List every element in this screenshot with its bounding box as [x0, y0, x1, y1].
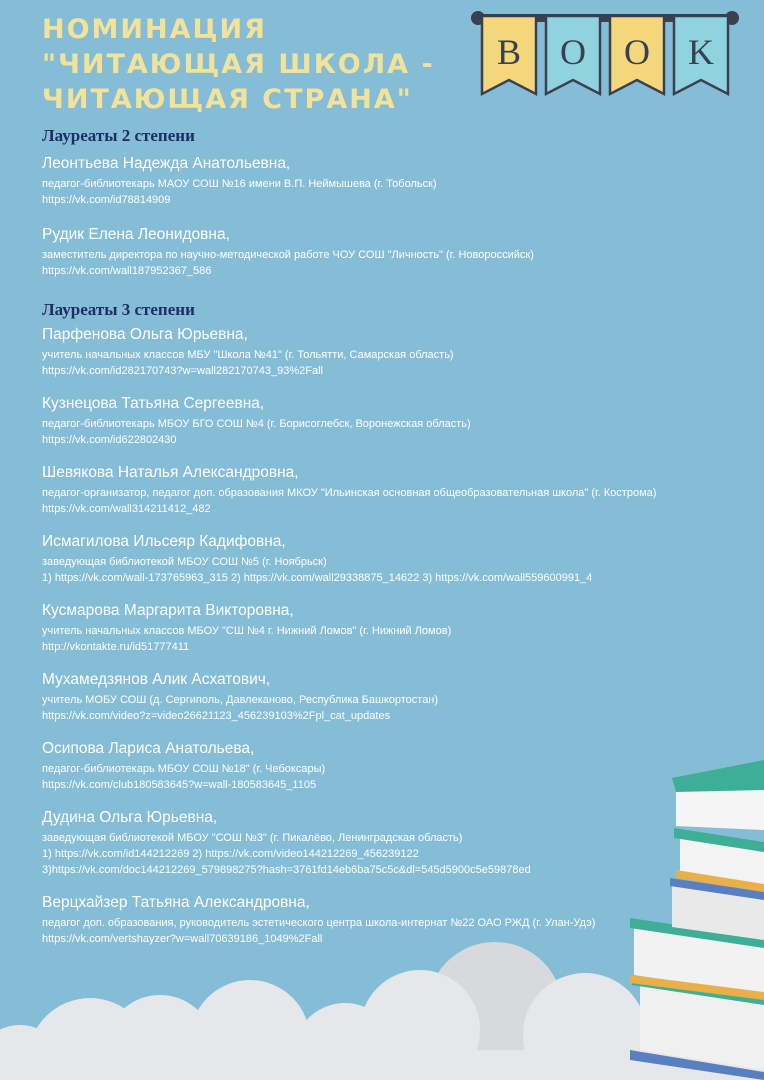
laureate-link[interactable]: https://vk.com/wall314211412_482: [42, 503, 211, 515]
laureate-name: Кузнецова Татьяна Сергеевна,: [42, 395, 265, 412]
laureate-link[interactable]: https://vk.com/id282170743?w=wall282170743_93%2Fall: [42, 365, 323, 377]
laureate-entry: [42, 808, 682, 878]
laureate-entry: [42, 463, 682, 517]
laureate-description: учитель начальных классов МБОУ "СШ №4 г. Нижний Ломов" (г. Нижний Ломов): [42, 625, 452, 637]
banner-flag-o1: [546, 16, 600, 94]
banner-flag-o2: [610, 16, 664, 94]
laureate-entry: [42, 325, 682, 379]
laureate-entry: [42, 532, 682, 586]
laureate-link[interactable]: https://vk.com/id622802430: [42, 434, 177, 446]
laureate-link[interactable]: http://vkontakte.ru/id51777411: [42, 641, 190, 653]
laureate-name: Осипова Лариса Анатольева,: [42, 740, 255, 757]
laureate-description: заместитель директора по научно-методической работе ЧОУ СОШ "Личность" (г. Новороссийск): [42, 249, 534, 261]
laureate-name: Парфенова Ольга Юрьевна,: [42, 326, 248, 343]
svg-text:O: O: [624, 32, 650, 72]
laureate-link[interactable]: https://vk.com/video?z=video26621123_456239103%2Fpl_cat_updates: [42, 710, 391, 722]
laureate-description: учитель МОБУ СОШ (д. Сергиполь, Давлеканово, Республика Башкортостан): [42, 694, 439, 706]
laureate-link[interactable]: https://vk.com/vertshayzer?w=wall70639186_1049%2Fall: [42, 933, 323, 945]
laureate-name: Мухамедзянов Алик Асхатович,: [42, 671, 271, 688]
svg-text:O: O: [560, 32, 586, 72]
laureate-description: педагог-библиотекарь МБОУ СОШ №18" (г. Чебоксары): [42, 763, 326, 775]
laureate-entry: [42, 739, 682, 793]
laureate-description: педагог доп. образования, руководитель эстетического центра школа-интернат №22 ОАО РЖД (г. Улан-Удэ): [42, 917, 596, 929]
laureate-link[interactable]: 1) https://vk.com/id144212269 2) https://vk.com/video144212269_456239122: [42, 848, 419, 860]
svg-text:B: B: [496, 32, 522, 72]
laureate-link[interactable]: 3)https://vk.com/doc144212269_579898275?hash=3761fd14eb6ba75c5c&dl=545d5900c5e59878ed: [42, 864, 531, 876]
laureate-link[interactable]: https://vk.com/club180583645?w=wall-180583645_1105: [42, 779, 317, 791]
laureate-description: учитель начальных классов МБУ "Школа №41" (г. Тольятти, Самарская область): [42, 349, 454, 361]
laureate-description: заведующая библиотекой МБОУ СОШ №5 (г. Ноябрьск): [42, 556, 327, 568]
laureate-name: Кусмарова Маргарита Викторовна,: [42, 602, 294, 619]
laureate-description: педагог-библиотекарь МАОУ СОШ №16 имени В.П. Неймышева (г. Тобольск): [42, 178, 437, 190]
laureate-name: Рудик Елена Леонидовна,: [42, 226, 230, 243]
laureate-name: Верцхайзер Татьяна Александровна,: [42, 894, 310, 911]
laureate-link[interactable]: https://vk.com/id78814909: [42, 194, 171, 206]
banner-flag-b: [482, 16, 536, 94]
laureate-name: Шевякова Наталья Александровна,: [42, 464, 299, 481]
laureate-link[interactable]: 1) https://vk.com/wall-173765963_315 2) https://vk.com/wall29338875_14622 3) https://vk.com/wall559600991_4: [42, 572, 593, 584]
clouds-illustration: [0, 942, 764, 1080]
section-heading-second: Лауреаты 2 степени: [42, 126, 195, 145]
laureate-description: педагог-библиотекарь МБОУ БГО СОШ №4 (г. Борисоглебск, Воронежская область): [42, 418, 471, 430]
svg-text:K: K: [688, 32, 714, 72]
laureate-entry: [42, 601, 682, 655]
laureate-description: педагог-организатор, педагог доп. образования МКОУ "Ильинская основная общеобразовательная школа" (г. Кострома): [42, 487, 657, 499]
laureate-name: Исмагилова Ильсеяр Кадифовна,: [42, 533, 286, 550]
laureate-entry: [42, 225, 682, 279]
laureate-name: Дудина Ольга Юрьевна,: [42, 809, 218, 826]
laureate-entry: [42, 893, 682, 947]
laureate-description: заведующая библиотекой МБОУ "СОШ №3" (г. Пикалёво, Ленинградская область): [42, 832, 463, 844]
laureate-link[interactable]: https://vk.com/wall187952367_586: [42, 265, 212, 277]
book-banner: [470, 8, 740, 108]
laureate-entry: [42, 394, 682, 448]
laureate-name: Леонтьева Надежда Анатольевна,: [42, 155, 291, 172]
title-line-3: ЧИТАЮЩАЯ СТРАНА": [42, 84, 413, 115]
page-title: [42, 12, 435, 117]
banner-flag-k: [674, 16, 728, 94]
title-line-2: "ЧИТАЮЩАЯ ШКОЛА -: [42, 49, 435, 80]
section-heading-third: Лауреаты 3 степени: [42, 300, 195, 319]
laureate-entry: [42, 670, 682, 724]
laureate-entry: [42, 154, 682, 208]
title-line-1: НОМИНАЦИЯ: [42, 14, 267, 45]
